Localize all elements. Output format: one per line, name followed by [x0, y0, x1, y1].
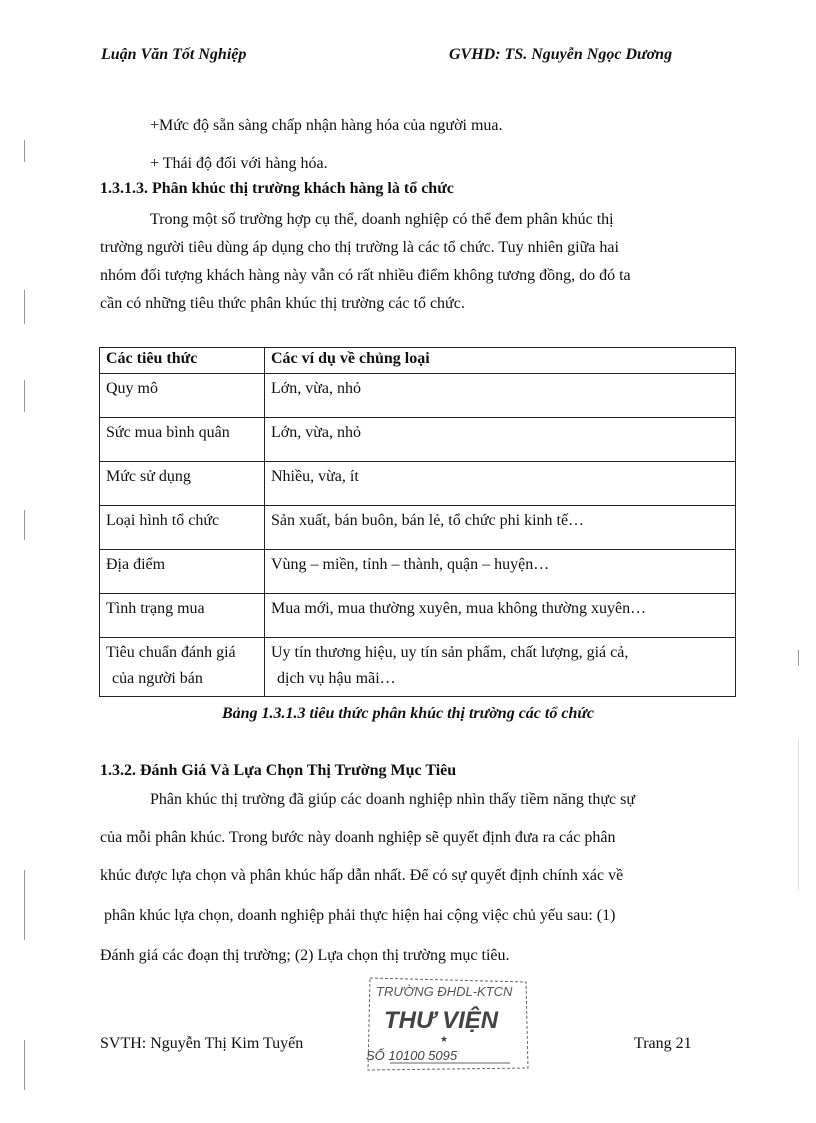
paragraph-line: khúc được lựa chọn và phân khúc hấp dẫn nhất. Để có sự quyết định chính xác về — [100, 867, 624, 884]
table-cell — [265, 638, 736, 697]
table-cell: Nhiều, vừa, ít — [265, 462, 736, 506]
paragraph-line: của mỗi phân khúc. Trong bước này doanh nghiệp sẽ quyết định đưa ra các phân — [100, 829, 616, 846]
footer-left: SVTH: Nguyễn Thị Kim Tuyến — [100, 1035, 304, 1052]
table-cell: Mức sử dụng — [100, 462, 265, 506]
table-cell: Quy mô — [100, 374, 265, 418]
scan-mark — [24, 1040, 25, 1090]
scan-mark — [798, 740, 799, 890]
paragraph-line: Phân khúc thị trường đã giúp các doanh nghiệp nhìn thấy tiềm năng thực sự — [150, 791, 636, 808]
header-right: GVHD: TS. Nguyễn Ngọc Dương — [449, 46, 673, 63]
table-header-cell: Các ví dụ về chủng loại — [265, 348, 736, 374]
scan-mark — [24, 380, 25, 412]
paragraph-line: nhóm đối tượng khách hàng này vẫn có rất nhiều điểm không tương đồng, do đó ta — [100, 267, 631, 284]
scan-mark — [24, 290, 25, 324]
table-cell: Sản xuất, bán buôn, bán lẻ, tổ chức phi kinh tế… — [265, 506, 736, 550]
stamp-line: TRƯỜNG ĐHDL-KTCN — [376, 984, 513, 999]
table-cell: Lớn, vừa, nhỏ — [265, 418, 736, 462]
table-header-row — [100, 348, 736, 374]
paragraph-line: phân khúc lựa chọn, doanh nghiệp phải thực hiện hai cộng việc chủ yếu sau: (1) — [104, 907, 616, 924]
scan-mark — [24, 870, 25, 940]
table-caption: Bảng 1.3.1.3 tiêu thức phân khúc thị trường các tổ chức — [221, 705, 595, 722]
stamp-line: THƯ VIỆN — [384, 1007, 499, 1034]
paragraph-line: Đánh giá các đoạn thị trường; (2) Lựa chọn thị trường mục tiêu. — [100, 947, 510, 964]
section-heading: 1.3.1.3. Phân khúc thị trường khách hàng là tổ chức — [100, 180, 454, 197]
cell-line: dịch vụ hậu mãi… — [277, 670, 396, 687]
cell-line: Uy tín thương hiệu, uy tín sản phẩm, chất lượng, giá cả, — [271, 644, 629, 661]
star-icon: ★ — [440, 1035, 449, 1045]
table-cell: Sức mua bình quân — [100, 418, 265, 462]
table-row — [100, 638, 736, 697]
scan-mark — [24, 510, 25, 540]
paragraph-line: trường người tiêu dùng áp dụng cho thị trường là các tổ chức. Tuy nhiên giữa hai — [100, 239, 619, 256]
header-left: Luận Văn Tốt Nghiệp — [101, 46, 247, 63]
table-row — [100, 506, 736, 550]
table-cell: Mua mới, mua thường xuyên, mua không thường xuyên… — [265, 594, 736, 638]
stamp-line: SỐ 10100 5095 — [366, 1048, 458, 1063]
cell-line: của người bán — [112, 670, 203, 687]
table-cell — [100, 638, 265, 697]
bullet-line: +Mức độ sẵn sàng chấp nhận hàng hóa của người mua. — [150, 117, 503, 134]
table-row — [100, 418, 736, 462]
table-cell: Vùng – miền, tỉnh – thành, quận – huyện… — [265, 550, 736, 594]
library-stamp — [360, 972, 532, 1074]
scan-mark — [24, 140, 25, 162]
paragraph-line: Trong một số trường hợp cụ thể, doanh nghiệp có thể đem phân khúc thị — [150, 211, 614, 228]
table-header-cell: Các tiêu thức — [100, 348, 265, 374]
bullet-line: + Thái độ đối với hàng hóa. — [150, 155, 328, 172]
section-heading: 1.3.2. Đánh Giá Và Lựa Chọn Thị Trường Mục Tiêu — [100, 762, 457, 779]
table-row — [100, 594, 736, 638]
scan-mark — [798, 650, 799, 666]
table-cell: Lớn, vừa, nhỏ — [265, 374, 736, 418]
table-cell: Tình trạng mua — [100, 594, 265, 638]
table-cell: Địa điểm — [100, 550, 265, 594]
table-cell: Loại hình tổ chức — [100, 506, 265, 550]
page-number: Trang 21 — [634, 1035, 692, 1052]
table-row — [100, 374, 736, 418]
table-row — [100, 550, 736, 594]
criteria-table — [99, 347, 736, 697]
paragraph-line: cần có những tiêu thức phân khúc thị trường các tổ chức. — [100, 295, 465, 312]
table-row — [100, 462, 736, 506]
cell-line: Tiêu chuẩn đánh giá — [106, 644, 236, 661]
